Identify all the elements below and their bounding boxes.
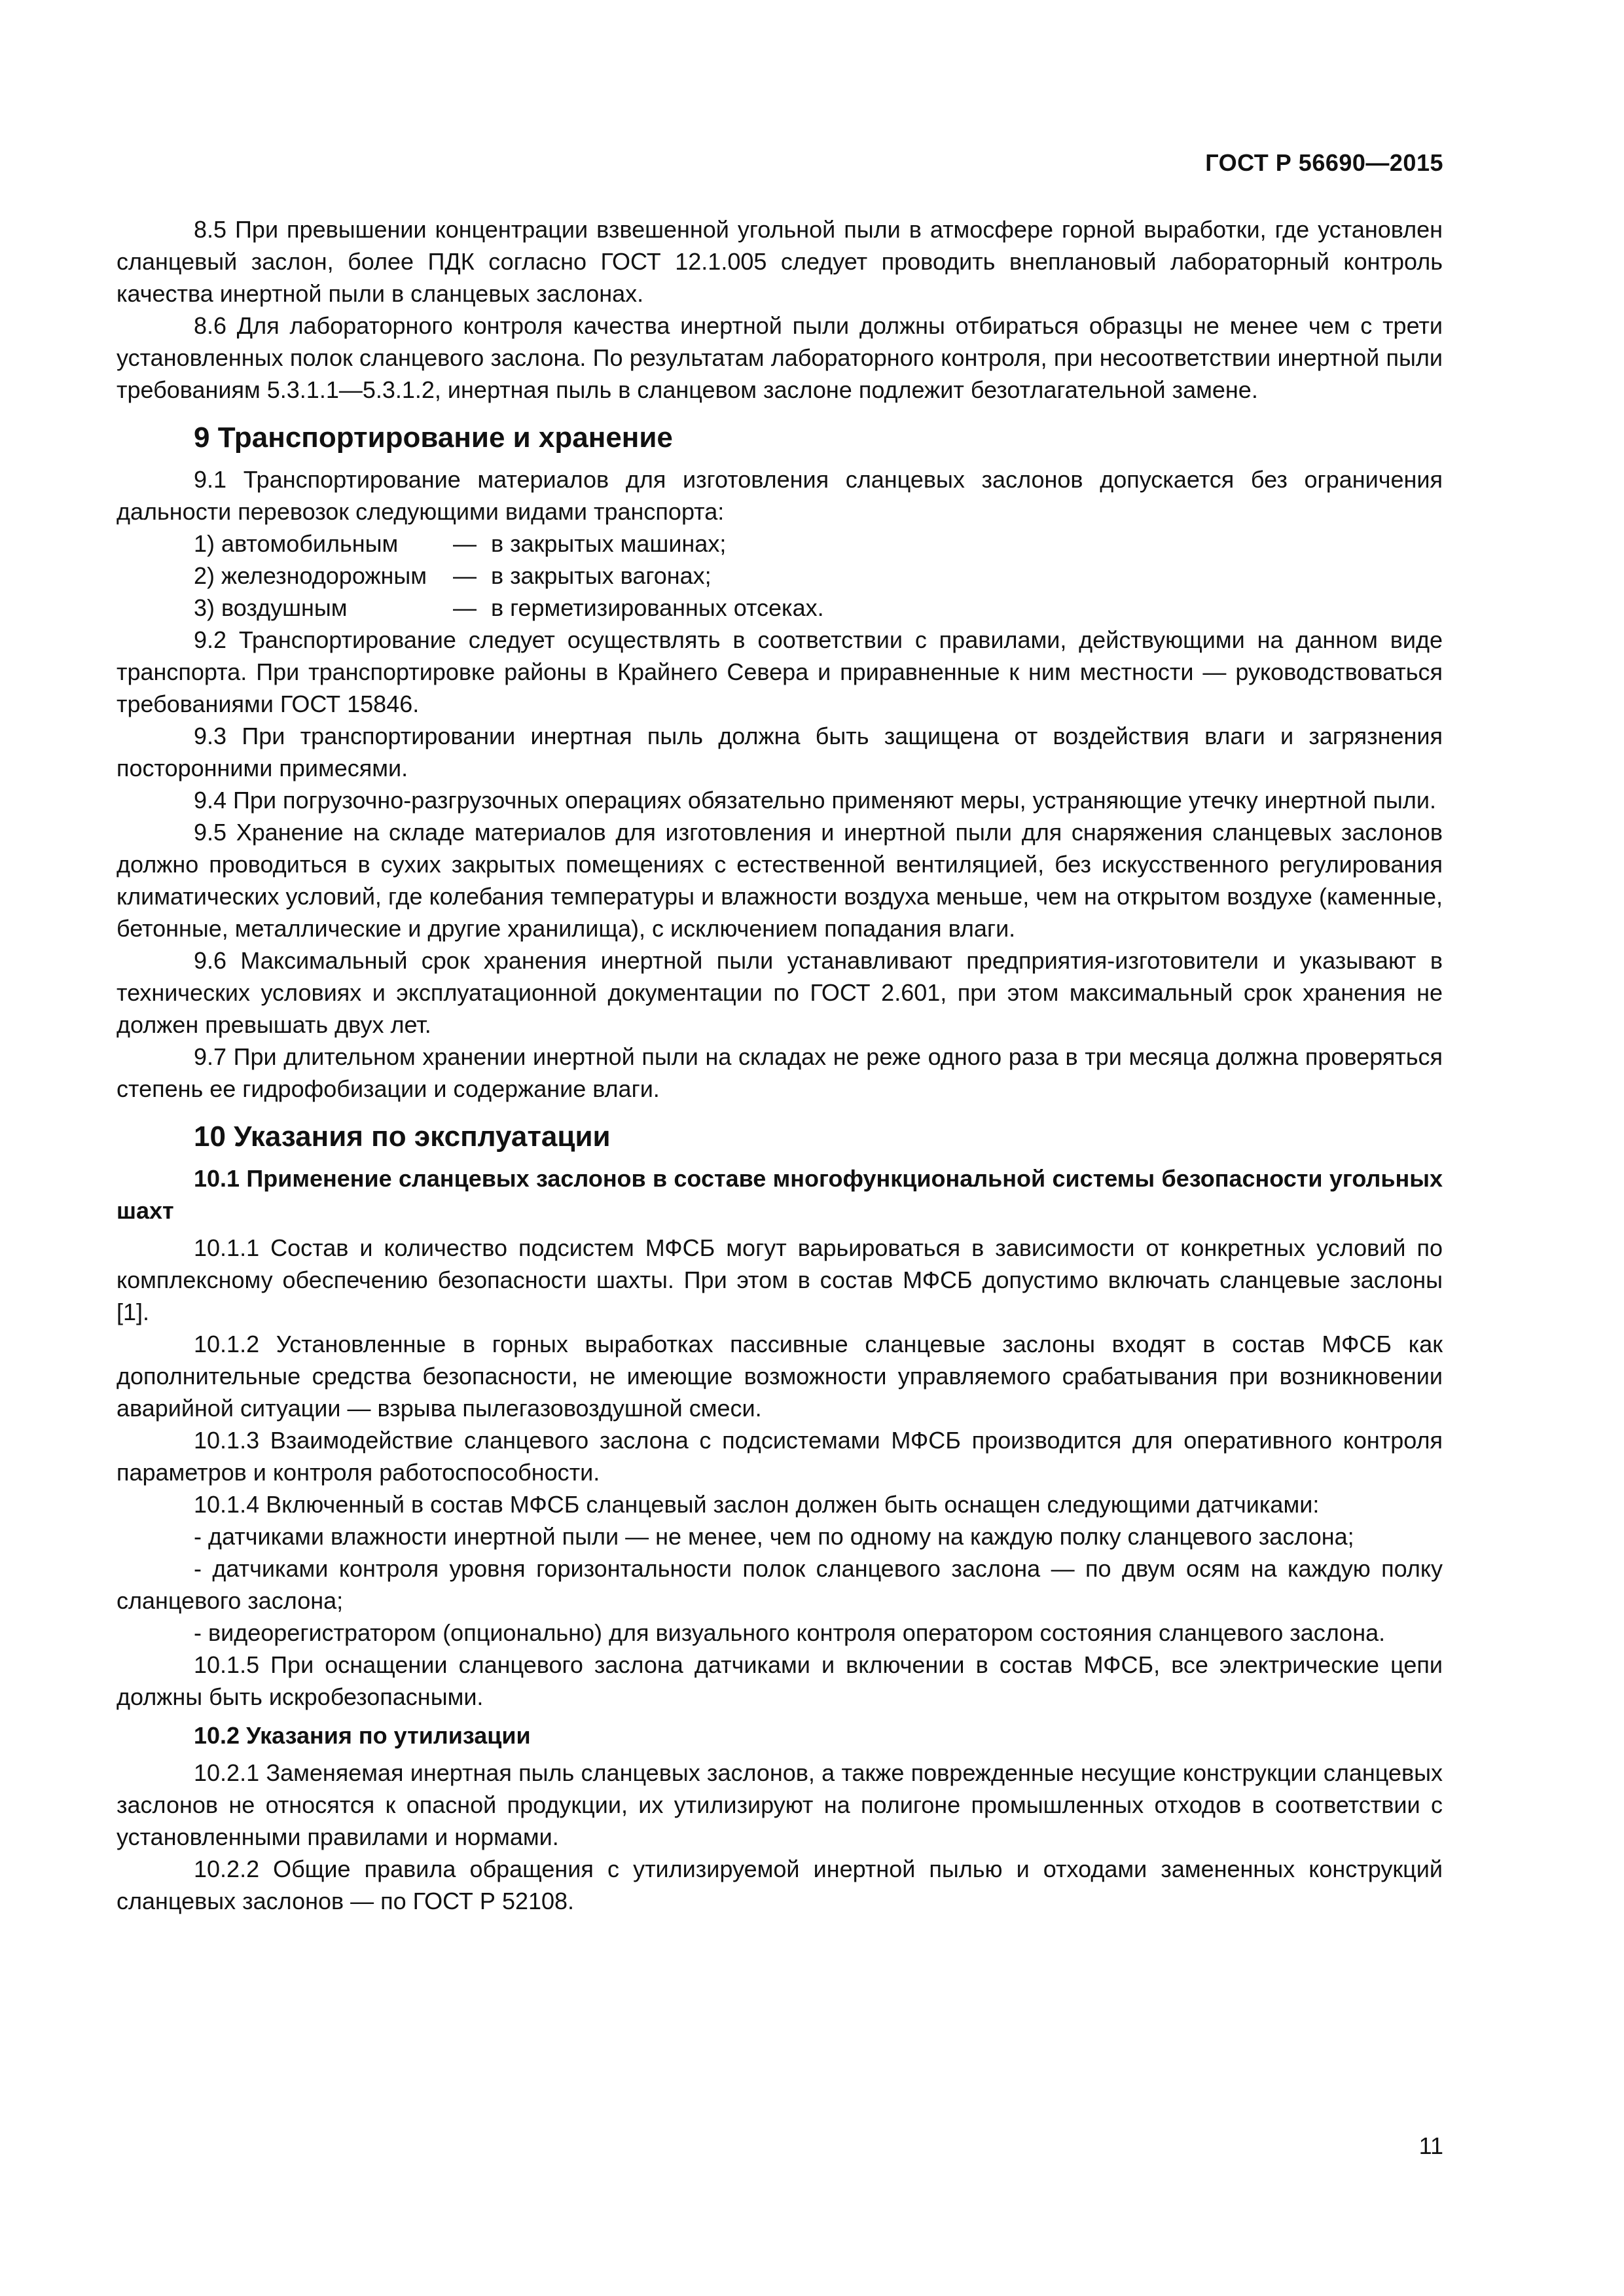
paragraph-9-2: 9.2 Транспортирование следует осуществлять в соответствии с правилами, действующими на данном виде транспорта. При транспортировке районы в Крайнего Севера и приравненные к ним местности — руководствоваться требованиями ГОСТ 15846. — [117, 626, 1443, 717]
paragraph-9-5: 9.5 Хранение на складе материалов для изготовления и инертной пыли для снаряжения сланцевых заслонов должно проводиться в сухих закрытых помещениях с естественной вентиляцией, без искусственного регулирования климатических условий, где колебания температуры и влажности воздуха меньше, чем на открытом воздухе (каменные, бетонные, металлические и другие хранилища), с исключением попадания влаги. — [117, 819, 1443, 942]
list-item — [117, 528, 1443, 560]
transport-kind: 2) железнодорожным — [194, 562, 427, 589]
paragraph-10-1-3: 10.1.3 Взаимодействие сланцевого заслона с подсистемами МФСБ производится для оперативного контроля параметров и контроля работоспособности. — [117, 1427, 1443, 1486]
transport-dash: — — [453, 562, 477, 589]
transport-desc: в герметизированных отсеках. — [491, 594, 824, 621]
transport-dash: — — [453, 594, 477, 621]
subsection-10-2-title: 10.2 Указания по утилизации — [194, 1722, 531, 1749]
paragraph-10-1-4: 10.1.4 Включенный в состав МФСБ сланцевый заслон должен быть оснащен следующими датчиками: — [194, 1491, 1320, 1518]
paragraph-9-7: 9.7 При длительном хранении инертной пыли на складах не реже одного раза в три месяца должна проверяться степень ее гидрофобизации и содержание влаги. — [117, 1043, 1443, 1102]
paragraph-9-1: 9.1 Транспортирование материалов для изготовления сланцевых заслонов допускается без ограничения дальности перевозок следующими видами транспорта: — [117, 466, 1443, 525]
standard-designation: ГОСТ Р 56690—2015 — [1205, 149, 1443, 176]
paragraph-10-2-2: 10.2.2 Общие правила обращения с утилизируемой инертной пылью и отходами замененных конструкций сланцевых заслонов — по ГОСТ Р 52108. — [117, 1856, 1443, 1914]
subsection-10-1-title: 10.1 Применение сланцевых заслонов в составе многофункциональной системы безопасности угольных шахт — [117, 1165, 1443, 1224]
sensor-item: - видеорегистратором (опционально) для визуального контроля оператором состояния сланцевого заслона. — [194, 1619, 1386, 1646]
paragraph-10-1-1: 10.1.1 Состав и количество подсистем МФСБ могут варьироваться в зависимости от конкретных условий по комплексному обеспечению безопасности шахты. При этом в состав МФСБ допустимо включать сланцевые заслоны [1]. — [117, 1234, 1443, 1325]
paragraph-10-2-1: 10.2.1 Заменяемая инертная пыль сланцевых заслонов, а также поврежденные несущие конструкции сланцевых заслонов не относятся к опасной продукции, их утилизируют на полигоне промышленных отходов в соответствии с установленными правилами и нормами. — [117, 1759, 1443, 1850]
list-item — [117, 592, 1443, 624]
transport-desc: в закрытых вагонах; — [491, 562, 712, 589]
paragraph-9-3: 9.3 При транспортировании инертная пыль должна быть защищена от воздействия влаги и загрязнения посторонними примесями. — [117, 723, 1443, 781]
paragraph-9-6: 9.6 Максимальный срок хранения инертной пыли устанавливают предприятия-изготовители и указывают в технических условиях и эксплуатационной документации по ГОСТ 2.601, при этом максимальный срок хранения не должен превышать двух лет. — [117, 947, 1443, 1038]
transport-dash: — — [453, 530, 477, 557]
document-body — [117, 213, 1443, 1917]
paragraph-8-5: 8.5 При превышении концентрации взвешенной угольной пыли в атмосфере горной выработки, где установлен сланцевый заслон, более ПДК согласно ГОСТ 12.1.005 следует проводить внеплановый лабораторный контроль качества инертной пыли в сланцевых заслонах. — [117, 216, 1443, 307]
paragraph-8-6: 8.6 Для лабораторного контроля качества инертной пыли должны отбираться образцы не менее чем с трети установленных полок сланцевого заслона. По результатам лабораторного контроля, при несоответствии инертной пыли требованиям 5.3.1.1—5.3.1.2, инертная пыль в сланцевом заслоне подлежит безотлагательной замене. — [117, 312, 1443, 403]
list-item — [117, 560, 1443, 592]
section-10-title: 10 Указания по эксплуатации — [194, 1121, 611, 1153]
sensor-item: - датчиками влажности инертной пыли — не менее, чем по одному на каждую полку сланцевого заслона; — [194, 1523, 1354, 1550]
paragraph-10-1-2: 10.1.2 Установленные в горных выработках пассивные сланцевые заслоны входят в состав МФСБ как дополнительные средства безопасности, не имеющие возможности управляемого срабатывания при возникновении аварийной ситуации — взрыва пылегазовоздушной смеси. — [117, 1331, 1443, 1422]
paragraph-10-1-5: 10.1.5 При оснащении сланцевого заслона датчиками и включении в состав МФСБ, все электрические цепи должны быть искробезопасными. — [117, 1651, 1443, 1710]
section-9-title: 9 Транспортирование и хранение — [194, 422, 673, 454]
sensor-item: - датчиками контроля уровня горизонтальности полок сланцевого заслона — по двум осям на каждую полку сланцевого заслона; — [117, 1555, 1443, 1614]
transport-kind: 1) автомобильным — [194, 530, 399, 557]
paragraph-9-4: 9.4 При погрузочно-разгрузочных операциях обязательно применяют меры, устраняющие утечку инертной пыли. — [194, 787, 1436, 814]
transport-kind: 3) воздушным — [194, 594, 348, 621]
transport-list — [117, 528, 1443, 624]
page-number: 11 — [1418, 2132, 1443, 2159]
transport-desc: в закрытых машинах; — [491, 530, 727, 557]
